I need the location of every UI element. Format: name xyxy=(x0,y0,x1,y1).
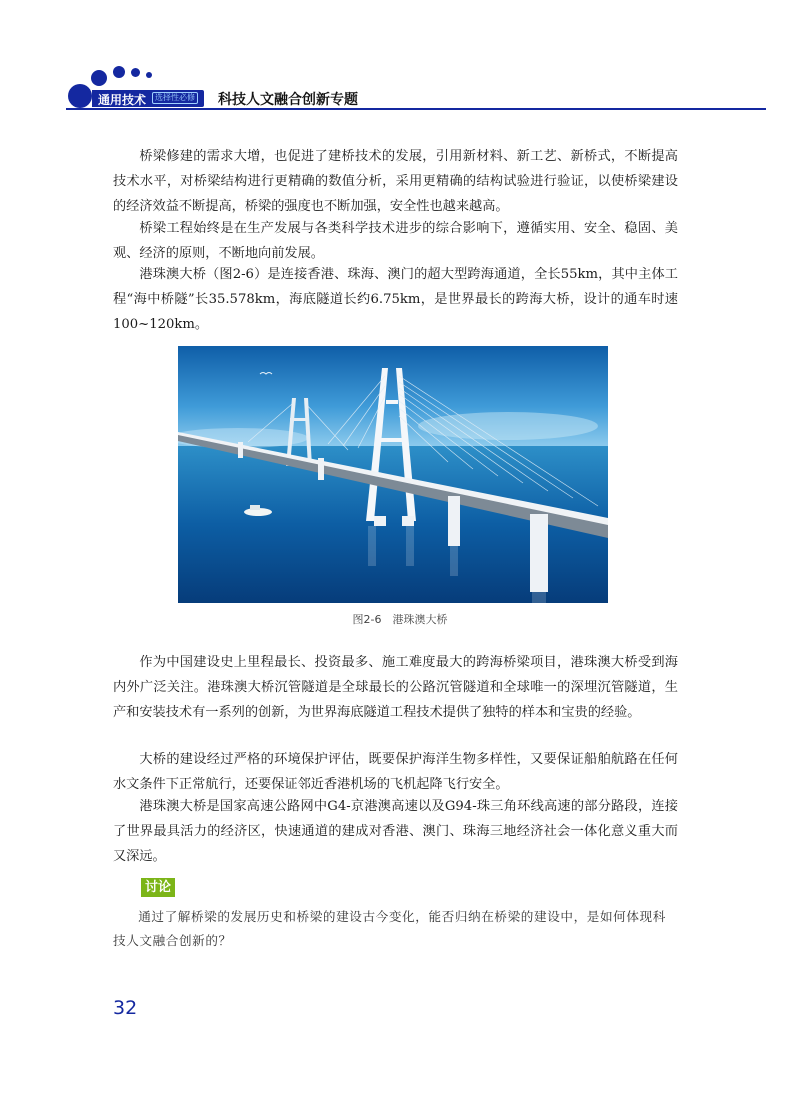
decor-dot xyxy=(68,84,92,108)
decor-dot xyxy=(131,68,140,77)
bridge-illustration xyxy=(178,346,608,603)
decor-dot xyxy=(146,72,152,78)
bridge-photo xyxy=(178,346,608,603)
section-title: 科技人文融合创新专题 xyxy=(218,92,358,108)
header-rule xyxy=(66,108,766,110)
paragraph: 作为中国建设史上里程最长、投资最多、施工难度最大的跨海桥梁项目，港珠澳大桥受到海内外广泛关注。港珠澳大桥沉管隧道是全球最长的公路沉管隧道和全球唯一的深埋沉管隧道，生产和安装技术有一系列的创新，为世界海底隧道工程技术提供了独特的样本和宝贵的经验。 xyxy=(113,655,678,720)
paragraph: 大桥的建设经过严格的环境保护评估，既要保护海洋生物多样性，又要保证船舶航路在任何水文条件下正常航行，还要保证邻近香港机场的飞机起降飞行安全。 xyxy=(113,752,678,792)
paragraph: 桥梁修建的需求大增，也促进了建桥技术的发展，引用新材料、新工艺、新桥式，不断提高技术水平，对桥梁结构进行更精确的数值分析，采用更精确的结构试验进行验证，以使桥梁建设的经济效益不断提高，桥梁的强度也不断加强，安全性也越来越高。 xyxy=(113,149,678,214)
discussion-text: 通过了解桥梁的发展历史和桥梁的建设古今变化，能否归纳在桥梁的建设中，是如何体现科技人文融合创新的？ xyxy=(113,909,666,948)
paragraph: 港珠澳大桥是国家高速公路网中G4-京港澳高速以及G94-珠三角环线高速的部分路段，连接了世界最具活力的经济区，快速通道的建成对香港、澳门、珠海三地经济社会一体化意义重大而又深远。 xyxy=(113,799,678,864)
paragraph: 桥梁工程始终是在生产发展与各类科学技术进步的综合影响下，遵循实用、安全、稳固、美观、经济的原则，不断地向前发展。 xyxy=(113,221,678,261)
page-number: 32 xyxy=(113,997,138,1019)
decor-dot xyxy=(113,66,125,78)
book-volume: 选择性必修 xyxy=(152,92,198,104)
book-series: 通用技术 xyxy=(98,93,147,107)
decor-dot xyxy=(91,70,107,86)
paragraph: 港珠澳大桥（图2-6）是连接香港、珠海、澳门的超大型跨海通道，全长55km，其中主体工程“海中桥隧”长35.578km，海底隧道长约6.75km，是世界最长的跨海大桥，设计的通车时速100~120km。 xyxy=(113,267,678,332)
discussion-label: 讨论 xyxy=(141,878,175,897)
figure-caption: 图2-6 港珠澳大桥 xyxy=(352,613,448,626)
